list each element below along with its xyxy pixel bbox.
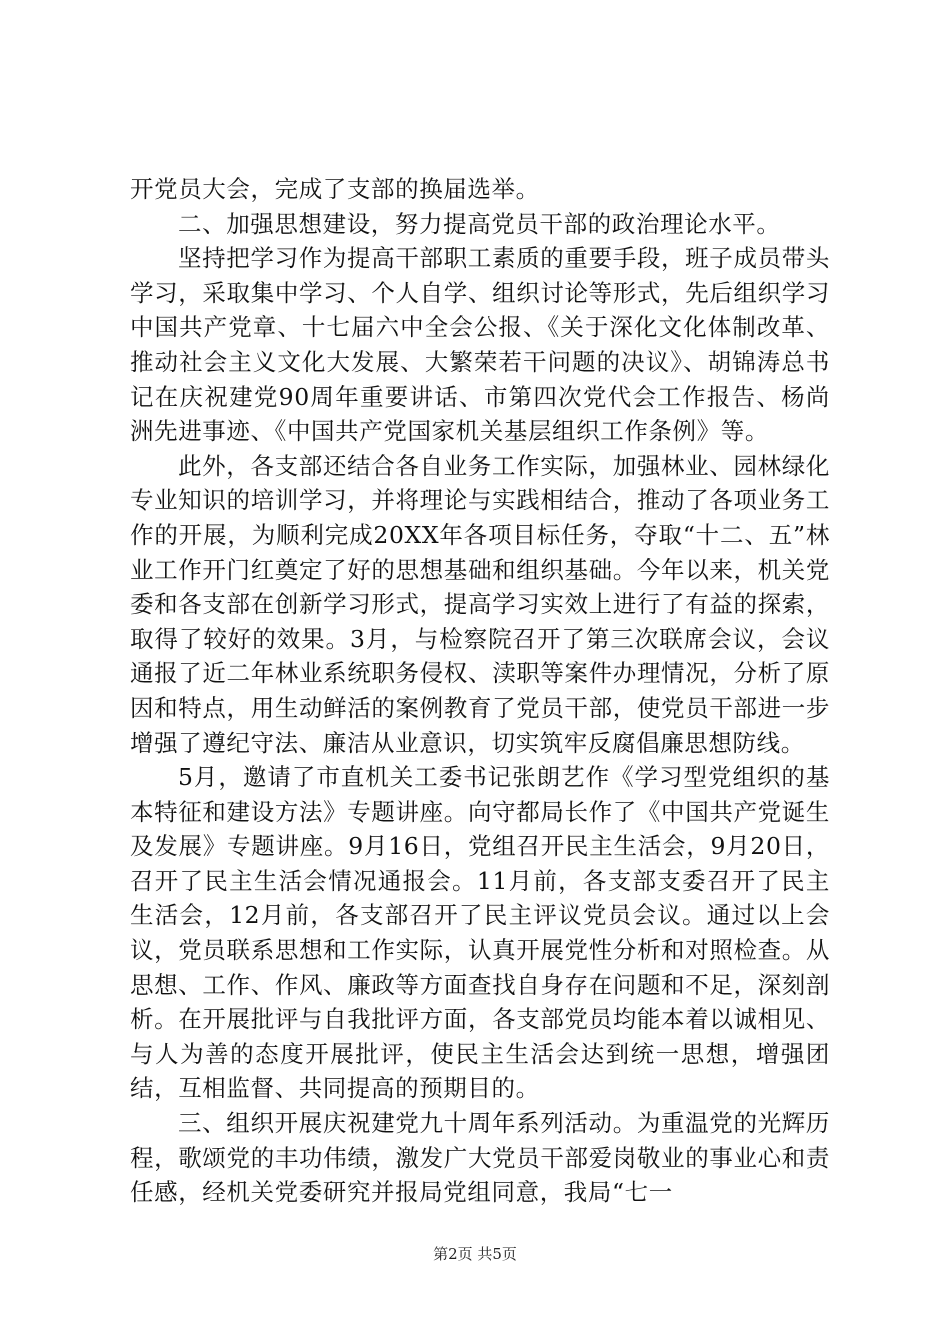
- section-heading-3: 三、组织开展庆祝建党九十周年系列活动。为重温党的光辉历程，歌颂党的丰功伟绩，激发广大党员干部爱岗敬业的事业心和责任感，经机关党委研究并报局党组同意，我局“七一: [130, 1109, 830, 1207]
- document-body: [130, 172, 830, 1210]
- section-heading-2: 二、加强思想建设，努力提高党员干部的政治理论水平。: [178, 209, 781, 238]
- paragraph-study: 坚持把学习作为提高干部职工素质的重要手段，班子成员带头学习，采取集中学习、个人自学、组织讨论等形式，先后组织学习中国共产党章、十七届六中全会公报、《关于深化文化体制改革、推动社会主义文化大发展、大繁荣若干问题的决议》、胡锦涛总书记在庆祝建党90周年重要讲话、市第四次党代会工作报告、杨尚洲先进事迹、《中国共产党国家机关基层组织工作条例》等。: [130, 244, 830, 446]
- page-footer: 第2页 共5页: [433, 1245, 517, 1263]
- paragraph-training: 此外，各支部还结合各自业务工作实际，加强林业、园林绿化专业知识的培训学习，并将理论与实践相结合，推动了各项业务工作的开展，为顺利完成20XX年各项目标任务，夺取“十二、五”林业工作开门红奠定了好的思想基础和组织基础。今年以来，机关党委和各支部在创新学习形式，提高学习实效上进行了有益的探索，取得了较好的效果。3月，与检察院召开了第三次联席会议，会议通报了近二年林业系统职务侵权、渎职等案件办理情况，分析了原因和特点，用生动鲜活的案例教育了党员干部，使党员干部进一步增强了遵纪守法、廉洁从业意识，切实筑牢反腐倡廉思想防线。: [130, 451, 830, 757]
- paragraph-continuation: 开党员大会，完成了支部的换届选举。: [130, 175, 540, 203]
- paragraph-lectures: 5月，邀请了市直机关工委书记张朗艺作《学习型党组织的基本特征和建设方法》专题讲座。向守都局长作了《中国共产党诞生及发展》专题讲座。9月16日，党组召开民主生活会，9月20日，召开了民主生活会情况通报会。11月前，各支部支委召开了民主生活会，12月前，各支部召开了民主评议党员会议。通过以上会议，党员联系思想和工作实际，认真开展党性分析和对照检查。从思想、工作、作风、廉政等方面查找自身存在问题和不足，深刻剖析。在开展批评与自我批评方面，各支部党员均能本着以诚相见、与人为善的态度开展批评，使民主生活会达到统一思想，增强团结，互相监督、共同提高的预期目的。: [130, 763, 830, 1103]
